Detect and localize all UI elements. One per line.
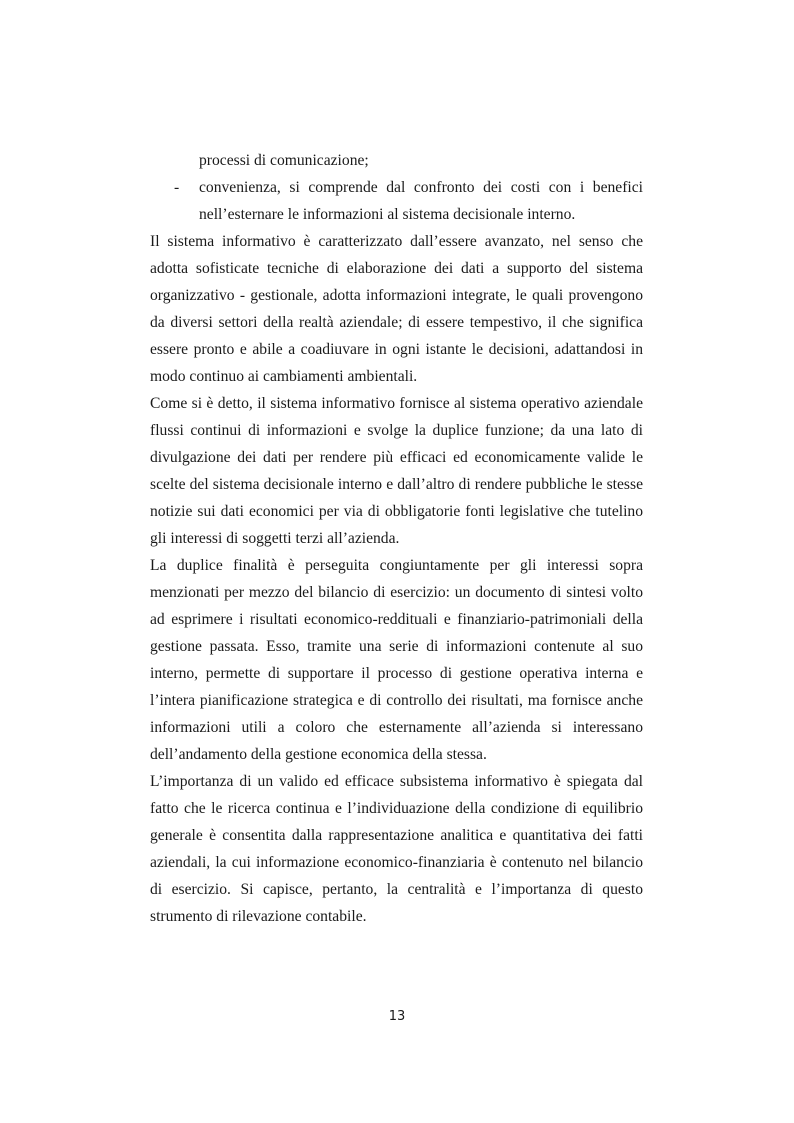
list-dash-marker: - — [174, 179, 180, 196]
page-number: 13 — [388, 1009, 406, 1024]
body-text — [150, 147, 643, 930]
list-item-convenienza — [150, 174, 643, 228]
paragraph-3: La duplice finalità è perseguita congiuntamente per gli interessi sopra menzionati per mezzo del bilancio di esercizio: un documento di sintesi volto ad esprimere i risultati economico-reddituali e finanziario-patrimoniali della gestione passata. Esso, tramite una serie di informazioni contenute al suo interno, permette di supportare il processo di gestione operativa interna e l’intera pianificazione strategica e di controllo dei risultati, ma fornisce anche informazioni utili a coloro che esternamente all’azienda si interessano dell’andamento della gestione economica della stessa. — [150, 557, 643, 763]
list-continuation-line: processi di comunicazione; — [199, 152, 369, 169]
paragraph-4: L’importanza di un valido ed efficace subsistema informativo è spiegata dal fatto che le ricerca continua e l’individuazione della condizione di equilibrio generale è consentita dalla rappresentazione analitica e quantitativa dei fatti aziendali, la cui informazione economico-finanziaria è contenuto nel bilancio di esercizio. Si capisce, pertanto, la centralità e l’importanza di questo strumento di rilevazione contabile. — [150, 773, 643, 925]
list-item-text: convenienza, si comprende dal confronto dei costi con i benefici nell’esternare le informazioni al sistema decisionale interno. — [199, 179, 643, 223]
paragraph-2: Come si è detto, il sistema informativo fornisce al sistema operativo aziendale flussi continui di informazioni e svolge la duplice funzione; da una lato di divulgazione dei dati per rendere più efficaci ed economicamente valide le scelte del sistema decisionale interno e dall’altro di rendere pubbliche le stesse notizie sui dati economici per via di obbligatorie fonti legislative che tutelino gli interessi di soggetti terzi all’azienda. — [150, 395, 643, 547]
paragraph-1: Il sistema informativo è caratterizzato dall’essere avanzato, nel senso che adotta sofisticate tecniche di elaborazione dei dati a supporto del sistema organizzativo - gestionale, adotta informazioni integrate, le quali provengono da diversi settori della realtà aziendale; di essere tempestivo, il che significa essere pronto e abile a coadiuvare in ogni istante le decisioni, adattandosi in modo continuo ai cambiamenti ambientali. — [150, 233, 643, 385]
